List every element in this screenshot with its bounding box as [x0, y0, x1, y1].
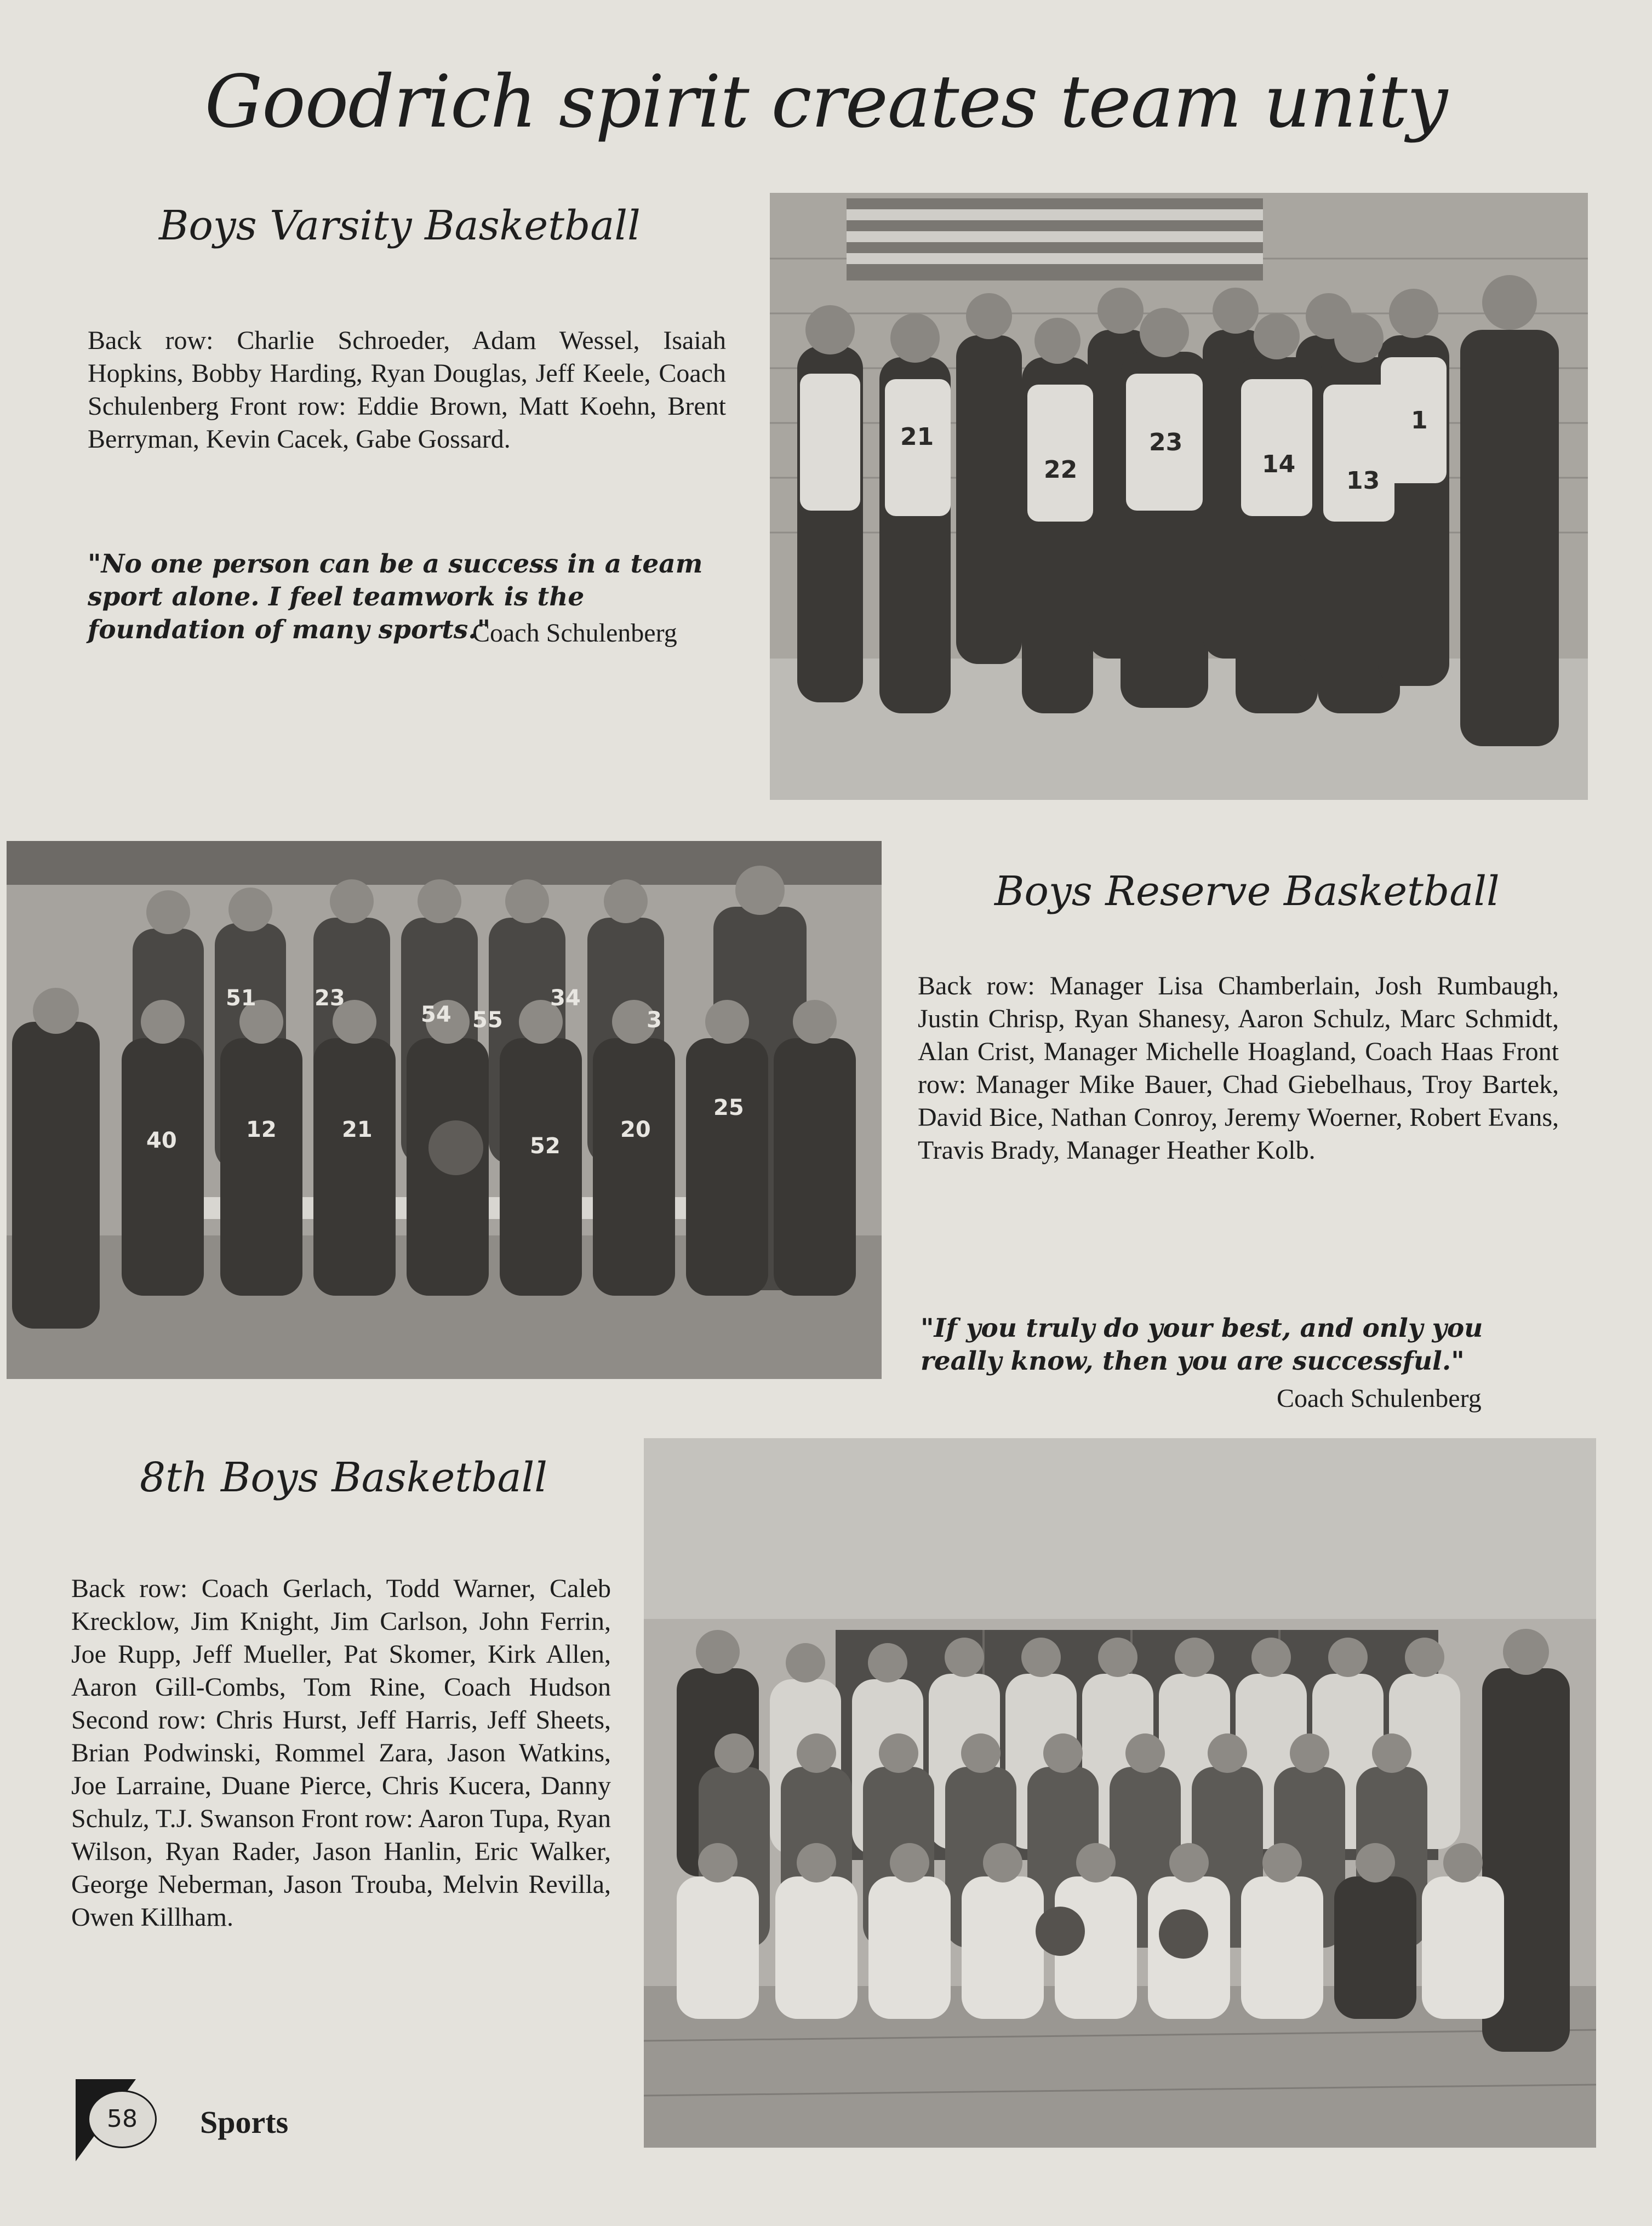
reserve-jersey-number: 55	[472, 1008, 503, 1033]
varsity-heading: Boys Varsity Basketball	[159, 202, 641, 249]
reserve-jersey-number: 52	[530, 1134, 561, 1159]
eighth-roster: Back row: Coach Gerlach, Todd Warner, Caleb Krecklow, Jim Knight, Jim Carlson, John Ferrin, Joe Rupp, Jeff Mueller, Pat Skomer, Kirk Allen, Aaron Gill-Combs, Tom Rine, Coach Hudson Second row: Chris Hurst, Jeff Harris, Jeff Sheets, Brian Podwinski, Rommel Zara, Jason Watkins, Joe Larraine, Duane Pierce, Chris Kucera, Danny Schulz, T.J. Swanson Front row: Aaron Tupa, Ryan Wilson, Ryan Rader, Jason Hanlin, Eric Walker, George Neberman, Jason Trouba, Melvin Revilla, Owen Killham.	[71, 1574, 611, 1932]
varsity-quote: "No one person can be a success in a team sport alone. I feel teamwork is the foundation of many sports."	[88, 549, 703, 645]
reserve-jersey-number: 20	[620, 1117, 651, 1142]
varsity-team-photo	[770, 193, 1588, 800]
varsity-jersey-number: 1	[1411, 407, 1428, 434]
reserve-jersey-number: 40	[146, 1128, 177, 1153]
varsity-jersey-number: 14	[1262, 450, 1296, 478]
varsity-roster: Back row: Charlie Schroeder, Adam Wessel, Isaiah Hopkins, Bobby Harding, Ryan Douglas, Jeff Keele, Coach Schulenberg Front row: Eddie Brown, Matt Koehn, Brent Berryman, Kevin Cacek, Gabe Gossard.	[88, 326, 726, 454]
varsity-jersey-number: 21	[900, 423, 934, 451]
page-number-badge	[88, 2090, 157, 2148]
reserve-quote: "If you truly do your best, and only you really know, then you are successful."	[921, 1313, 1483, 1376]
reserve-roster: Back row: Manager Lisa Chamberlain, Josh Rumbaugh, Justin Chrisp, Ryan Shanesy, Aaron Schulz, Marc Schmidt, Alan Crist, Manager Michelle Hoagland, Coach Haas Front row: Manager Mike Bauer, Chad Giebelhaus, Troy Bartek, David Bice, Nathan Conroy, Jeremy Woerner, Robert Evans, Travis Brady, Manager Heather Kolb.	[918, 971, 1559, 1165]
eighth-team-photo	[644, 1438, 1596, 2148]
varsity-attribution: Coach Schulenberg	[472, 619, 677, 648]
reserve-attribution: Coach Schulenberg	[1277, 1384, 1482, 1413]
varsity-photo-illustration	[770, 193, 1588, 800]
eighth-photo-illustration	[644, 1438, 1596, 2148]
varsity-jersey-number: 13	[1346, 467, 1380, 495]
reserve-jersey-number: 54	[421, 1002, 451, 1027]
reserve-jersey-number: 34	[550, 986, 581, 1011]
varsity-jersey-number: 23	[1149, 428, 1183, 456]
page-number: 58	[107, 2105, 138, 2133]
reserve-heading: Boys Reserve Basketball	[994, 868, 1500, 915]
reserve-team-photo	[7, 841, 882, 1379]
reserve-jersey-number: 12	[246, 1117, 277, 1142]
reserve-jersey-number: 23	[315, 986, 345, 1011]
page-title: Goodrich spirit creates team unity	[204, 60, 1448, 144]
varsity-jersey-number: 22	[1044, 456, 1078, 484]
reserve-jersey-number: 51	[226, 986, 256, 1011]
reserve-jersey-number: 21	[342, 1117, 373, 1142]
section-label: Sports	[200, 2104, 289, 2140]
reserve-photo-illustration	[7, 841, 882, 1379]
reserve-jersey-number: 25	[713, 1095, 744, 1120]
eighth-heading: 8th Boys Basketball	[140, 1454, 547, 1501]
reserve-jersey-number: 3	[647, 1008, 662, 1033]
